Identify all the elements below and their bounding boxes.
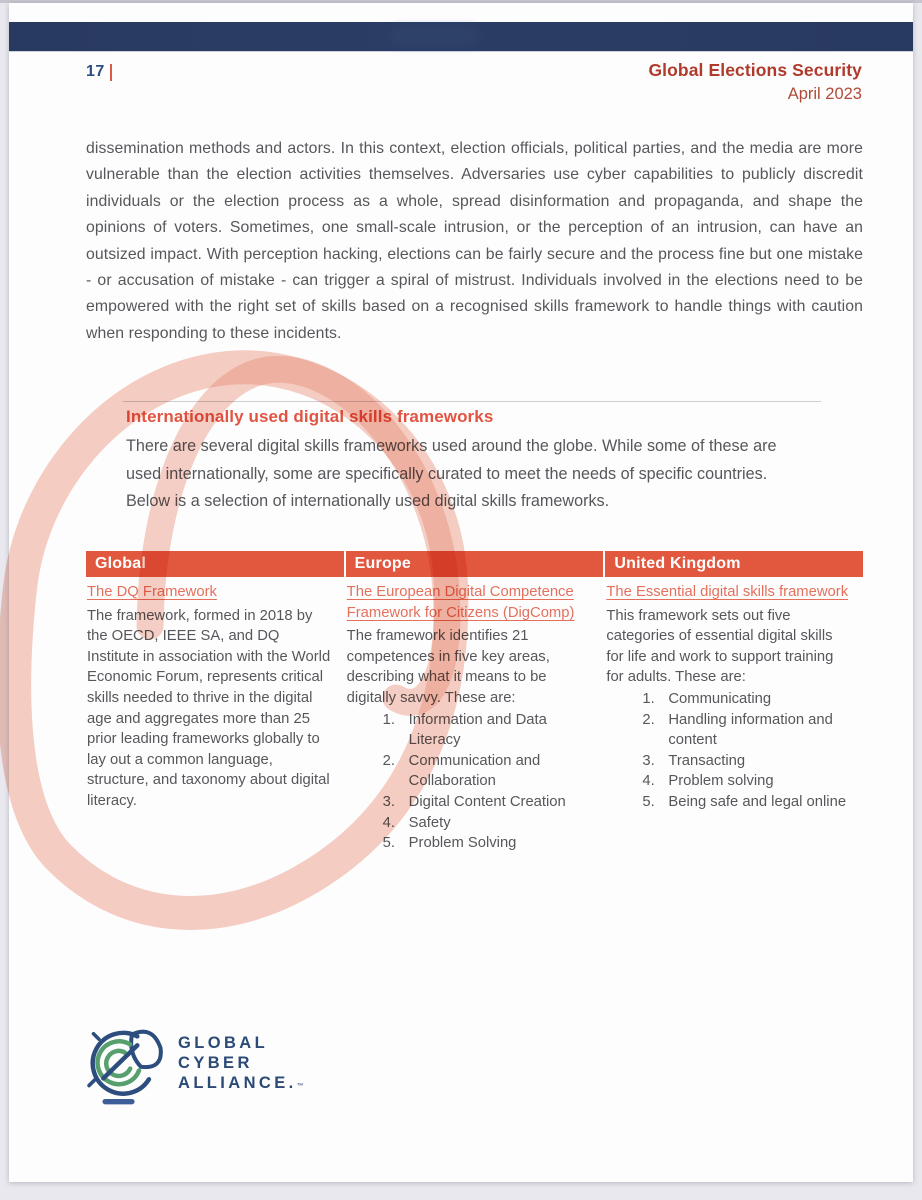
list-item: Problem solving [668,773,774,790]
page-number: 17 [86,63,105,80]
column-header-global: Global [86,551,344,577]
trademark-symbol: ™ [296,1083,304,1090]
document-page [9,3,913,1182]
list-item: Safety [408,814,451,831]
column-body-global [86,577,344,812]
logo-word-global: GLOBAL [178,1034,269,1052]
body-paragraph: dissemination methods and actors. In this context, election officials, political parties, and the media are more vulnerable than the election activities themselves. Adversaries use cyber capabilities to publicly discredit individuals or the election process as a whole, spread disinformation and propaganda, and shape the opinions of voters. Sometimes, one small-scale intrusion, or the perception of an intrusion, can have an outsized impact. With perception hacking, elections can be fairly secure and the process fine but one mistake - or accusation of mistake - can trigger a spiral of mistrust. Individuals involved in the elections need to be empowered with the right set of skills based on a recognised skills framework to handle things with caution when responding to these incidents. [86,140,863,342]
digcomp-description: The framework identifies 21 competences in five key areas, describing what it means to be digitally savvy. These are: [346,628,550,706]
essential-skills-framework-link[interactable]: The Essential digital skills framework [606,584,849,600]
essential-skills-list [642,689,851,813]
column-body-europe [346,577,604,854]
top-navy-bar [9,22,913,52]
digcomp-framework-link[interactable]: The European Digital Competence Framework for Citizens (DigComp) [346,584,575,621]
list-item: Handling information and content [668,711,833,749]
essential-skills-description: This framework sets out five categories of essential digital skills for life and work to support training for adults. These are: [606,607,834,686]
section-heading: Internationally used digital skills frameworks [126,407,494,426]
logo-word-cyber: CYBER [178,1054,253,1072]
list-item: Transacting [668,752,746,769]
section-intro-paragraph: There are several digital skills frameworks used around the globe. While some of these are used internationally, some are specifically curated to meet the needs of specific countries. Below is a selection of internationally used digital skills frameworks. [126,437,777,511]
list-item: Problem Solving [408,835,517,852]
table-column-global [86,551,344,854]
column-header-uk: United Kingdom [605,551,863,577]
frameworks-table [86,551,863,854]
page-number-block [86,63,112,81]
page-number-divider [110,64,113,81]
logo-word-alliance: ALLIANCE.™ [178,1074,304,1092]
digcomp-competence-list [383,710,592,854]
document-title: Global Elections Security [648,60,862,80]
list-item: Communicating [668,690,772,707]
column-header-europe: Europe [346,551,604,577]
table-column-uk [605,551,863,854]
document-date: April 2023 [787,85,862,103]
list-item: Digital Content Creation [408,793,566,810]
list-item: Communication and Collaboration [408,752,541,790]
gca-logo-text [178,1033,304,1097]
table-column-europe [346,551,604,854]
column-body-uk [605,577,863,813]
section-divider-line [123,401,821,402]
dq-framework-link[interactable]: The DQ Framework [87,584,217,600]
navy-bar-texture [389,26,479,46]
document-header [648,60,862,104]
list-item: Information and Data Literacy [408,711,547,749]
list-item: Being safe and legal online [668,793,847,810]
gca-logo [77,1023,304,1107]
dq-framework-description: The framework, formed in 2018 by the OECD, IEEE SA, and DQ Institute in association with the World Economic Forum, represents critical skills needed to thrive in the digital age and aggregates more than 25 prior leading frameworks globally to lay out a common language, structure, and taxonomy about digital literacy. [87,607,331,809]
gca-logo-icon [77,1023,169,1107]
